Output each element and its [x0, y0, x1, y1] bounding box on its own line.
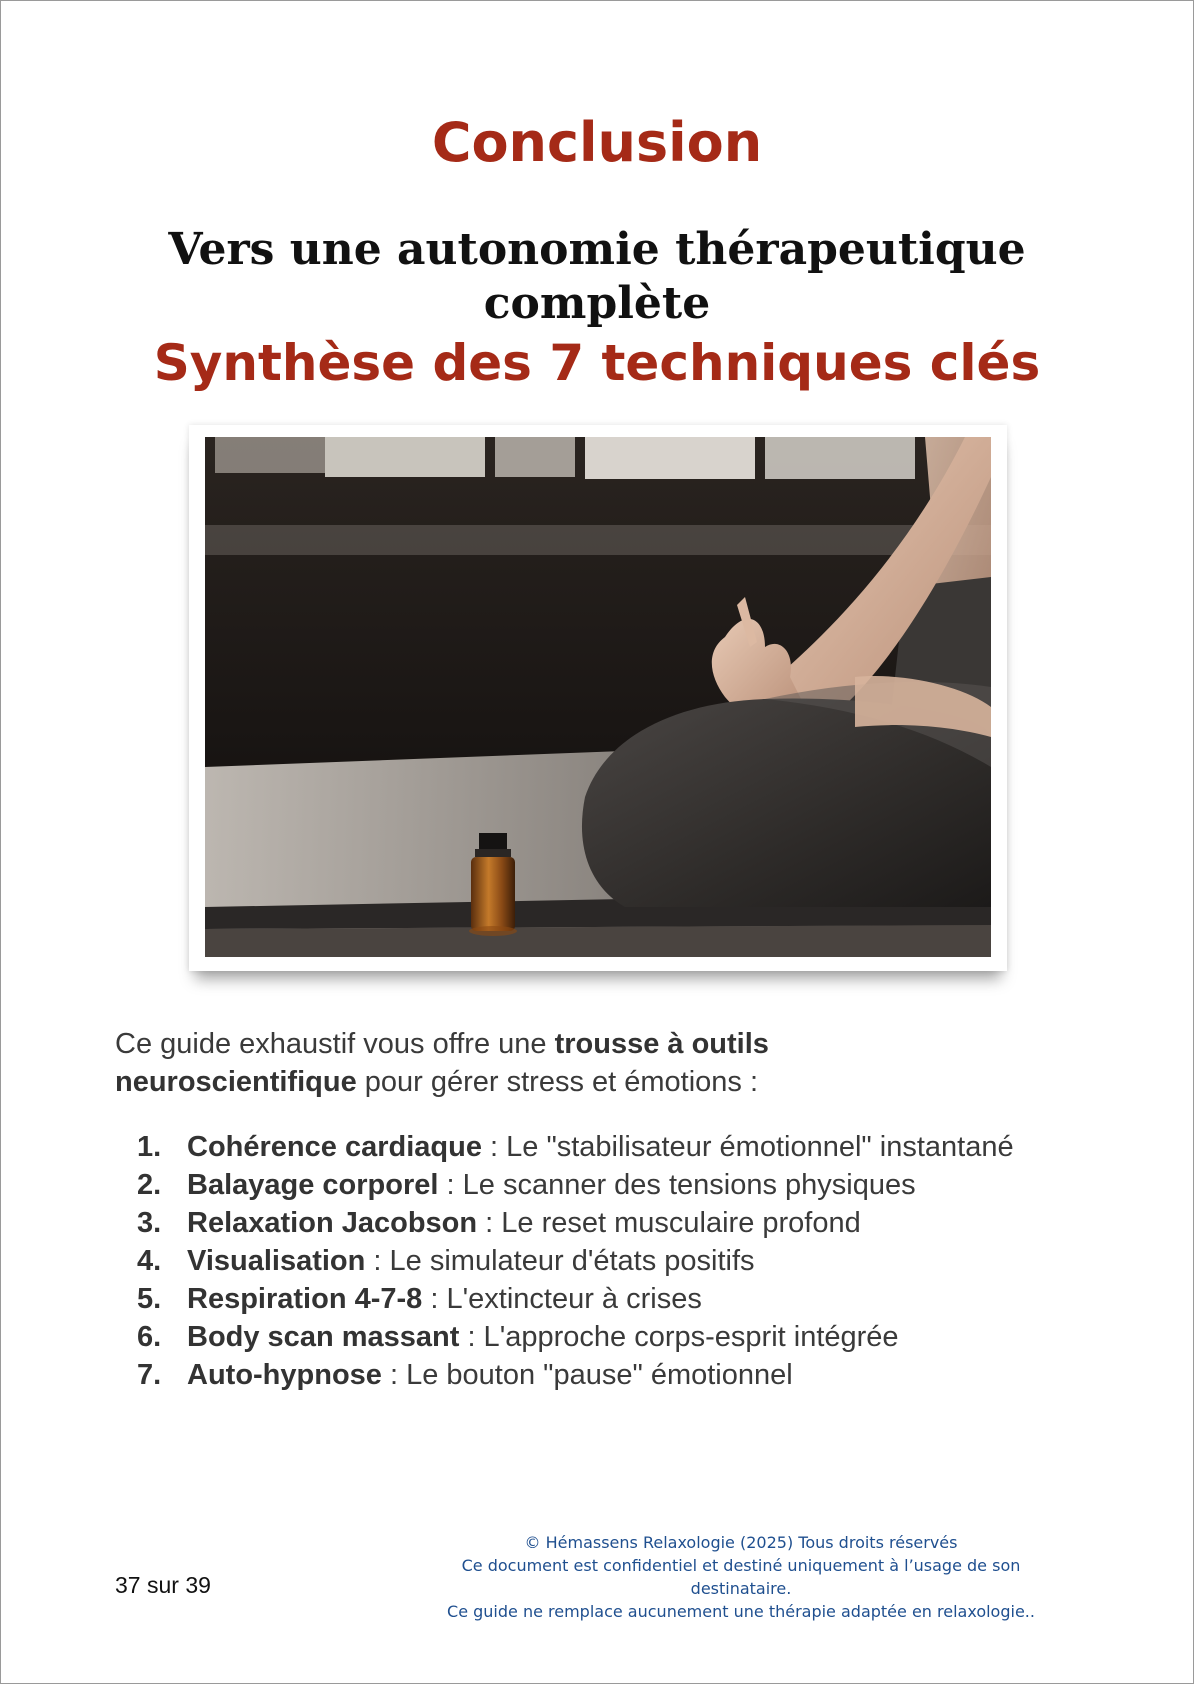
- technique-item: [115, 1129, 1015, 1166]
- footer-confidential: Ce document est confidentiel et destiné uniquement à l’usage de son destinataire.: [461, 1556, 1021, 1598]
- intro-bold-text: trousse à outils neuroscientifique: [115, 1028, 769, 1098]
- technique-description: : L'extincteur à crises: [422, 1283, 702, 1315]
- technique-number: 5.: [137, 1283, 162, 1315]
- page-number: 37 sur 39: [115, 1572, 211, 1598]
- technique-item: [115, 1357, 1015, 1394]
- technique-description: : Le scanner des tensions physiques: [438, 1169, 916, 1201]
- technique-name: Respiration 4-7-8: [187, 1283, 423, 1315]
- photo-frame: [189, 425, 1007, 971]
- technique-name: Relaxation Jacobson: [187, 1207, 478, 1239]
- technique-number: 3.: [137, 1207, 162, 1239]
- technique-name: Balayage corporel: [187, 1169, 439, 1201]
- technique-item: [115, 1167, 1015, 1204]
- technique-name: Cohérence cardiaque: [187, 1131, 482, 1163]
- page-title: Conclusion: [431, 111, 763, 174]
- technique-name: Auto-hypnose: [187, 1359, 382, 1391]
- footer-copyright: © Hémassens Relaxologie (2025) Tous droits réservés: [524, 1533, 958, 1552]
- technique-item: [115, 1281, 1015, 1318]
- technique-name: Body scan massant: [187, 1321, 460, 1353]
- technique-name: Visualisation: [187, 1245, 366, 1277]
- page-subtitle: Vers une autonomie thérapeutique complète: [168, 224, 1026, 329]
- technique-number: 2.: [137, 1169, 162, 1201]
- technique-item: [115, 1205, 1015, 1242]
- technique-description: : L'approche corps-esprit intégrée: [459, 1321, 899, 1353]
- intro-text-before: Ce guide exhaustif vous offre une: [115, 1028, 555, 1060]
- technique-description: : Le reset musculaire profond: [477, 1207, 861, 1239]
- techniques-list: [115, 1129, 1015, 1395]
- technique-number: 7.: [137, 1359, 162, 1391]
- technique-description: : Le bouton "pause" émotionnel: [381, 1359, 793, 1391]
- technique-item: [115, 1319, 1015, 1356]
- footer-disclaimer: Ce guide ne remplace aucunement une thérapie adaptée en relaxologie..: [447, 1602, 1035, 1621]
- technique-number: 6.: [137, 1321, 162, 1353]
- technique-description: : Le "stabilisateur émotionnel" instantané: [481, 1131, 1014, 1163]
- intro-text-after: pour gérer stress et émotions :: [356, 1066, 759, 1098]
- technique-number: 4.: [137, 1245, 162, 1277]
- technique-item: [115, 1243, 1015, 1280]
- technique-description: : Le simulateur d'états positifs: [365, 1245, 755, 1277]
- technique-number: 1.: [137, 1131, 162, 1163]
- footer: [421, 1531, 1061, 1623]
- intro-paragraph: [115, 1025, 995, 1101]
- section-title: Synthèse des 7 techniques clés: [153, 334, 1041, 392]
- meditation-photo: [205, 437, 991, 957]
